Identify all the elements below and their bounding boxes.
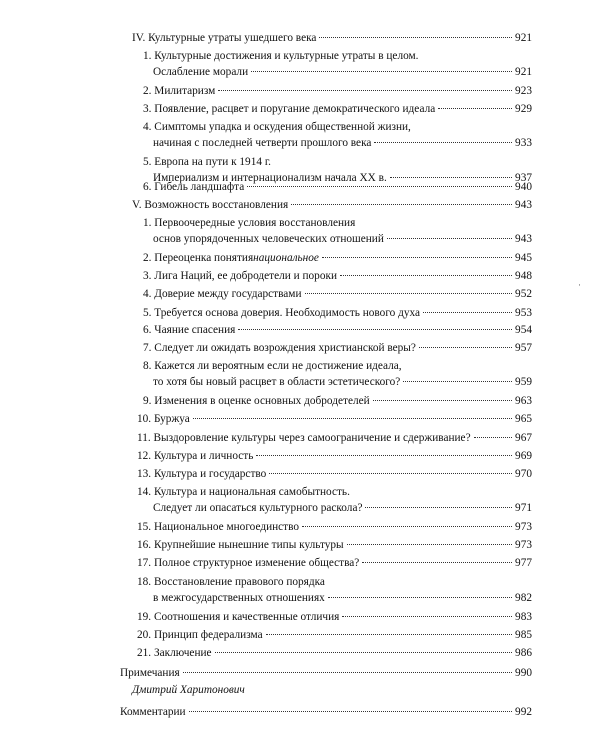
toc-line <box>137 538 532 553</box>
toc-page-number: 954 <box>515 324 532 336</box>
dot-leader <box>342 616 512 617</box>
toc-line <box>143 394 532 409</box>
toc-page-number: 973 <box>515 521 532 533</box>
toc-page-number: 963 <box>515 395 532 407</box>
dot-leader <box>390 177 512 178</box>
toc-page-number: 986 <box>515 647 532 659</box>
toc-entry-title: то хотя бы новый расцвет в области эстетического? <box>153 376 401 388</box>
toc-page-number: 940 <box>515 181 532 193</box>
toc-entry-title: 1. Первоочередные условия восстановления <box>143 217 356 229</box>
dot-leader <box>438 108 512 109</box>
toc-entry-title: Ослабление морали <box>153 66 249 78</box>
toc-page-number: 990 <box>515 667 532 679</box>
toc-page-number: 970 <box>515 468 532 480</box>
toc-entry-title: 4. Симптомы упадка и оскудения общественной жизни, <box>143 121 411 133</box>
toc-line <box>143 269 532 284</box>
dot-leader <box>269 473 512 474</box>
toc-entry-title: Следует ли опасаться культурного раскола? <box>153 502 363 514</box>
toc-entry-title: 15. Национальное многоединство <box>137 521 300 533</box>
toc-page-number: 943 <box>515 233 532 245</box>
dot-leader <box>419 347 512 348</box>
toc-page-number: 923 <box>515 85 532 97</box>
toc-line <box>143 306 532 321</box>
author-name: Дмитрий Харитонович <box>132 684 245 696</box>
dot-leader <box>373 400 512 401</box>
toc-entry-title: Империализм и интернационализм начала XX в. <box>153 172 387 184</box>
toc-entry-title: 5. Требуется основа доверия. Необходимость нового духа <box>143 307 421 319</box>
toc-page-number: 957 <box>515 342 532 354</box>
toc-page-number: 967 <box>515 432 532 444</box>
toc-line <box>153 232 532 247</box>
toc-line <box>120 705 532 720</box>
toc-line <box>137 449 532 464</box>
dot-leader <box>266 634 512 635</box>
toc-entry-title: в межгосударственных отношениях <box>153 592 325 604</box>
toc-page-number: 945 <box>515 252 532 264</box>
toc-entry-title: начиная с последней четверти прошлого века <box>153 137 372 149</box>
toc-entry-title: 6. Чаяние спасения <box>143 324 236 336</box>
toc-line <box>143 180 532 195</box>
toc-entry-title: 11. Выздоровление культуры через самоограничение и сдерживание? <box>137 432 471 444</box>
toc-page-number: 953 <box>515 307 532 319</box>
toc-entry-title: 14. Культура и национальная самобытность. <box>137 486 350 498</box>
toc-entry-title: 17. Полное структурное изменение общества? <box>137 557 360 569</box>
toc-page-number: 921 <box>515 66 532 78</box>
toc-line <box>153 136 532 151</box>
toc-line <box>120 666 532 681</box>
toc-line <box>143 359 402 374</box>
toc-page-number: 992 <box>515 706 532 718</box>
toc-line <box>137 646 532 661</box>
toc-line <box>143 120 411 135</box>
toc-page-number: 983 <box>515 611 532 623</box>
dot-leader <box>319 37 512 38</box>
toc-line <box>143 84 532 99</box>
dot-leader <box>302 526 512 527</box>
toc-page-number: 929 <box>515 103 532 115</box>
toc-entry-title: 1. Культурные достижения и культурные утраты в целом. <box>143 50 419 62</box>
toc-entry-title: 3. Появление, расцвет и поругание демократического идеала <box>143 103 436 115</box>
toc-entry-title: 10. Буржуа <box>137 413 190 425</box>
dot-leader <box>251 71 512 72</box>
dot-leader <box>328 597 512 598</box>
dot-leader <box>183 672 512 673</box>
toc-page-number: 948 <box>515 270 532 282</box>
toc-page-number: 952 <box>515 288 532 300</box>
toc-page-number: 973 <box>515 539 532 551</box>
dot-leader <box>362 562 512 563</box>
toc-line <box>132 31 532 46</box>
toc-line <box>153 375 532 390</box>
dot-leader <box>193 418 512 419</box>
toc-entry-title: 5. Европа на пути к 1914 г. <box>143 156 272 168</box>
toc-entry-title: 2. Переоценка понятия <box>143 252 254 264</box>
toc-entry-title: 7. Следует ли ожидать возрождения христианской веры? <box>143 342 416 354</box>
margin-mark: · <box>578 280 581 290</box>
toc-entry-title: Примечания <box>120 667 180 679</box>
toc-line <box>137 575 325 590</box>
dot-leader <box>189 711 512 712</box>
toc-entry-title: 21. Заключение <box>137 647 212 659</box>
toc-line <box>137 412 532 427</box>
dot-leader <box>387 238 512 239</box>
toc-line <box>143 323 532 338</box>
dot-leader <box>347 544 512 545</box>
toc-page-number: 959 <box>515 376 532 388</box>
toc-entry-title: 20. Принцип федерализма <box>137 629 263 641</box>
toc-page-number: 985 <box>515 629 532 641</box>
dot-leader <box>238 329 512 330</box>
toc-line <box>137 556 532 571</box>
toc-page-number: 937 <box>515 172 532 184</box>
toc-line <box>153 65 532 80</box>
toc-entry-title: 12. Культура и личность <box>137 450 254 462</box>
toc-page-number: 971 <box>515 502 532 514</box>
toc-line <box>132 198 532 213</box>
toc-page-number: 982 <box>515 592 532 604</box>
toc-line <box>153 501 532 516</box>
toc-line <box>143 251 532 266</box>
toc-entry-title: 6. Гибель ландшафта <box>143 181 245 193</box>
toc-entry-title: 13. Культура и государство <box>137 468 267 480</box>
dot-leader <box>215 652 512 653</box>
toc-entry-title: 9. Изменения в оценке основных добродетелей <box>143 395 370 407</box>
toc-entry-title: 18. Восстановление правового порядка <box>137 576 325 588</box>
toc-entry-title: 19. Соотношения и качественные отличия <box>137 611 340 623</box>
dot-leader <box>247 186 512 187</box>
toc-line <box>143 216 355 231</box>
toc-entry-title-italic: национальное <box>253 252 319 264</box>
toc-line <box>137 485 350 500</box>
dot-leader <box>403 381 512 382</box>
toc-entry-title: 16. Крупнейшие нынешние типы культуры <box>137 539 344 551</box>
toc-entry-title: 3. Лига Наций, ее добродетели и пороки <box>143 270 338 282</box>
dot-leader <box>365 507 512 508</box>
toc-page-number: 969 <box>515 450 532 462</box>
toc-entry-title: 4. Доверие между государствами <box>143 288 302 300</box>
toc-entry-title: IV. Культурные утраты ушедшего века <box>132 32 317 44</box>
toc-line <box>143 287 532 302</box>
toc-line <box>143 341 532 356</box>
dot-leader <box>374 142 512 143</box>
toc-page-number: 943 <box>515 199 532 211</box>
toc-line <box>137 628 532 643</box>
toc-entry-title: 8. Кажется ли вероятным если не достижение идеала, <box>143 360 402 372</box>
toc-line <box>143 155 271 170</box>
toc-line <box>137 610 532 625</box>
toc-entry-title: Комментарии <box>120 706 186 718</box>
toc-entry-title: 2. Милитаризм <box>143 85 216 97</box>
toc-line <box>143 49 418 64</box>
dot-leader <box>322 257 512 258</box>
toc-page-number: 921 <box>515 32 532 44</box>
toc-line <box>137 520 532 535</box>
dot-leader <box>305 293 513 294</box>
toc-page-number: 933 <box>515 137 532 149</box>
dot-leader <box>340 275 512 276</box>
dot-leader <box>256 455 512 456</box>
toc-line <box>137 431 532 446</box>
toc-entry-title: V. Возможность восстановления <box>132 199 289 211</box>
toc-entry-title: основ упорядоченных человеческих отношений <box>153 233 384 245</box>
toc-page-number: 965 <box>515 413 532 425</box>
toc-page-number: 977 <box>515 557 532 569</box>
dot-leader <box>423 312 512 313</box>
toc-line <box>143 102 532 117</box>
dot-leader <box>218 90 512 91</box>
dot-leader <box>291 204 512 205</box>
dot-leader <box>474 437 512 438</box>
toc-line <box>137 467 532 482</box>
toc-line <box>153 591 532 606</box>
